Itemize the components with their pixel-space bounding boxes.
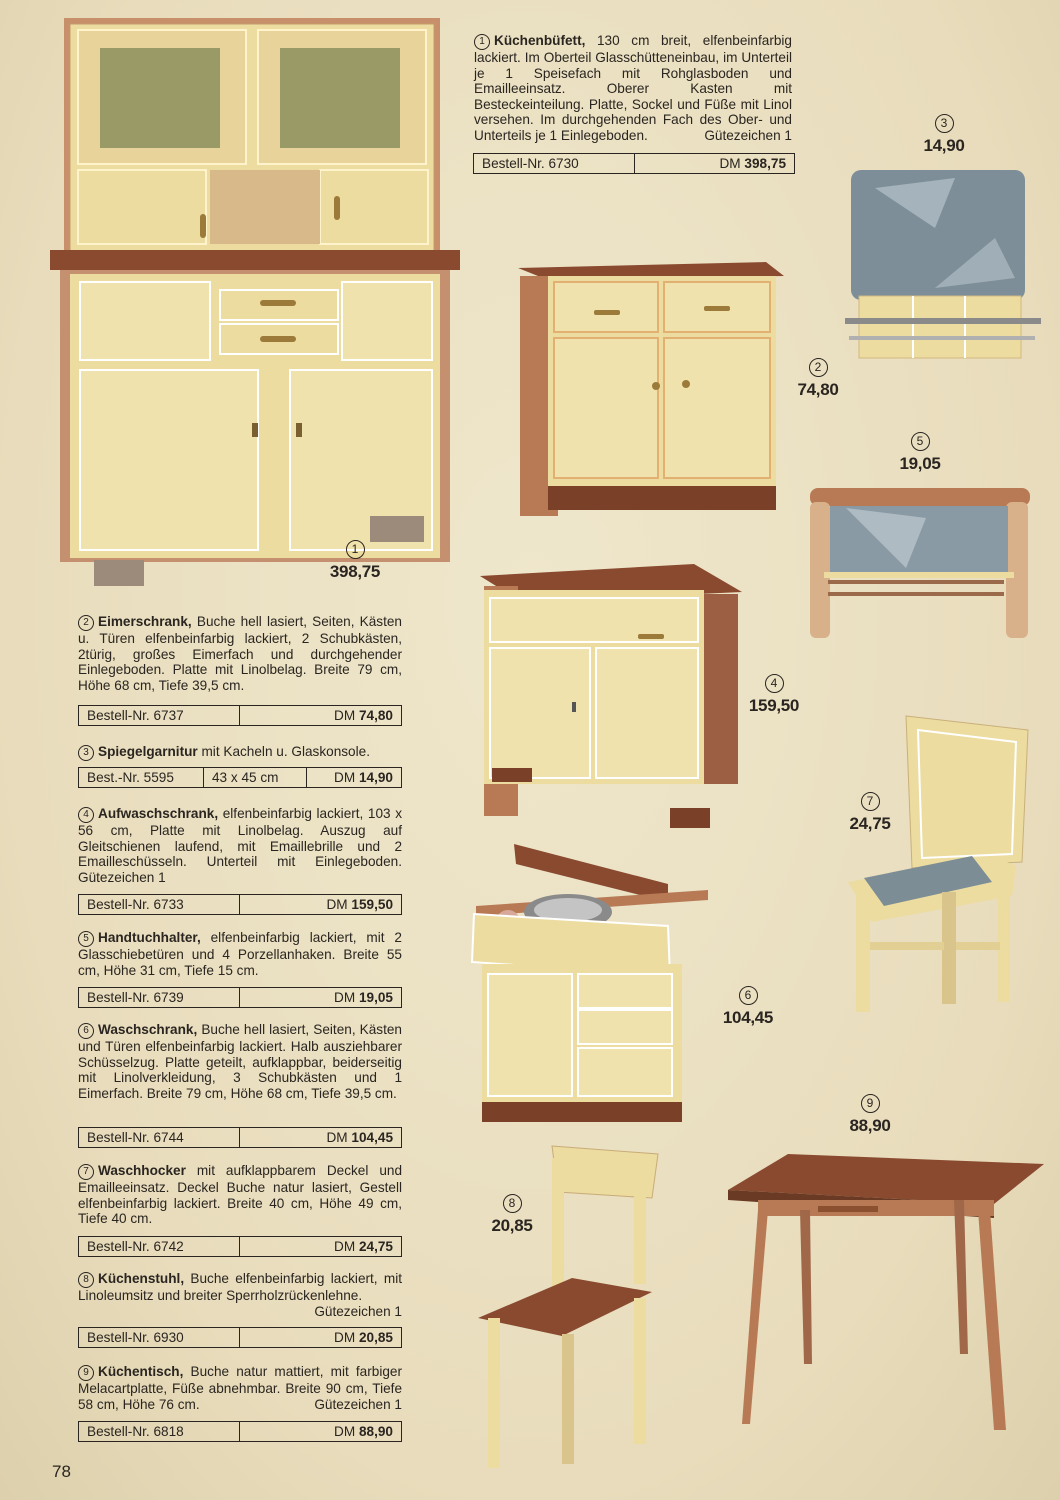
price-label-7 <box>830 792 910 834</box>
price-value: 74,80 <box>797 380 839 399</box>
item-number-circle: 5 <box>911 432 930 451</box>
item-desc: Buche elfenbeinfarbig lackiert, mit Linoleumsitz und breiter Sperrholzrückenlehne. <box>78 1271 403 1303</box>
item-number-circle: 8 <box>503 1194 522 1213</box>
order-price: DM 159,50 <box>326 897 393 912</box>
item-description-6 <box>78 1022 402 1101</box>
item-name: Küchenstuhl, <box>98 1271 185 1286</box>
waschhocker-illustration <box>842 716 1034 1016</box>
item-desc: mit Kacheln u. Glaskonsole. <box>201 744 370 759</box>
order-number: Bestell-Nr. 6742 <box>79 1237 240 1256</box>
kuechentisch-illustration <box>728 1154 1044 1450</box>
item-description-4 <box>78 806 402 885</box>
order-price: DM 14,90 <box>334 770 393 785</box>
item-desc: Buche hell lasiert, Seiten, Kästen u. Türen elfenbeinfarbig lackiert, 2 Schubkästen, 2türig, großes Eimerfach und durchgehender Einlegeboden. Platte mit Linolbelag. Breite 79 cm, Höhe 68 cm, Tiefe 39,5 cm. <box>78 614 402 693</box>
item-description-1 <box>474 33 792 144</box>
order-number: Best.-Nr. 5595 <box>79 768 204 787</box>
order-number: Bestell-Nr. 6733 <box>79 895 240 914</box>
price-label-2 <box>778 358 858 400</box>
item-name: Spiegelgarnitur <box>98 744 198 759</box>
kuechenbuefett-illustration <box>50 18 460 588</box>
price-value: 20,85 <box>491 1216 533 1235</box>
item-number-circle: 6 <box>78 1023 94 1039</box>
price-value: 88,90 <box>849 1116 891 1135</box>
order-row-5 <box>78 987 402 1008</box>
item-name: Waschschrank, <box>98 1022 198 1037</box>
item-name: Handtuchhalter, <box>98 930 201 945</box>
quality-mark: Gütezeichen 1 <box>704 127 792 143</box>
price-value: 159,50 <box>748 696 800 715</box>
price-label-4 <box>734 674 814 716</box>
item-name: Aufwaschschrank, <box>98 806 219 821</box>
price-label-8 <box>472 1194 552 1236</box>
order-row-8 <box>78 1327 402 1348</box>
price-value: 398,75 <box>329 562 381 581</box>
item-number-circle: 4 <box>78 807 94 823</box>
order-price: DM 74,80 <box>334 708 393 723</box>
handtuchhalter-illustration <box>806 488 1032 640</box>
kuechenstuhl-illustration <box>472 1138 672 1474</box>
item-number-circle: 6 <box>739 986 758 1005</box>
item-number-circle: 2 <box>809 358 828 377</box>
item-number-circle: 3 <box>78 745 94 761</box>
item-description-2 <box>78 614 402 693</box>
order-price: DM 88,90 <box>334 1424 393 1439</box>
item-description-9 <box>78 1364 402 1412</box>
order-price: DM 104,45 <box>326 1130 393 1145</box>
item-desc: elfenbeinfarbig lackiert, mit 2 Glasschiebetüren und 4 Porzellanhaken. Breite 55 cm, Höhe 31 cm, Tiefe 15 cm. <box>78 930 402 978</box>
order-row-2 <box>78 705 402 726</box>
item-description-7 <box>78 1163 402 1227</box>
price-label-3 <box>904 114 984 156</box>
item-desc: mit aufklappbarem Deckel und Emailleeinsatz. Deckel Buche natur lasiert, Gestell elfenbeinfarbig lackiert. Breite 40 cm, Höhe 49 cm, Tiefe 40 cm. <box>78 1163 403 1227</box>
quality-mark: Gütezeichen 1 <box>314 1303 402 1319</box>
price-value: 19,05 <box>899 454 941 473</box>
item-name: Küchenbüfett, <box>494 33 586 48</box>
aufwaschschrank-illustration <box>474 562 744 832</box>
item-name: Waschhocker <box>98 1163 186 1178</box>
price-value: 24,75 <box>849 814 891 833</box>
order-row-4 <box>78 894 402 915</box>
order-number: Bestell-Nr. 6737 <box>79 706 240 725</box>
item-number-circle: 8 <box>78 1272 94 1288</box>
order-number: Bestell-Nr. 6739 <box>79 988 240 1007</box>
item-desc: elfenbeinfarbig lackiert, 103 x 56 cm, Platte mit Linolbelag. Auszug auf Gleitschienen laufend, mit Emaillebrille und 2 Emailleschüsseln. Unterteil mit Einlegeboden. <box>78 806 402 870</box>
order-row-6 <box>78 1127 402 1148</box>
item-number-circle: 3 <box>935 114 954 133</box>
quality-mark: Gütezeichen 1 <box>314 1396 402 1412</box>
item-number-circle: 4 <box>765 674 784 693</box>
order-row-1 <box>473 153 795 174</box>
waschschrank-illustration <box>468 840 718 1126</box>
item-number-circle: 9 <box>861 1094 880 1113</box>
price-value: 14,90 <box>923 136 965 155</box>
page-number: 78 <box>52 1462 71 1481</box>
order-number: Bestell-Nr. 6744 <box>79 1128 240 1147</box>
order-size: 43 x 45 cm <box>204 768 307 787</box>
item-number-circle: 1 <box>346 540 365 559</box>
order-row-7 <box>78 1236 402 1257</box>
quality-mark: Gütezeichen 1 <box>78 869 166 885</box>
item-name: Eimerschrank, <box>98 614 192 629</box>
order-number: Bestell-Nr. 6818 <box>79 1422 240 1441</box>
price-label-6 <box>708 986 788 1028</box>
order-price: DM 24,75 <box>334 1239 393 1254</box>
order-row-9 <box>78 1421 402 1442</box>
price-label-5 <box>880 432 960 474</box>
order-price: DM 20,85 <box>334 1330 393 1345</box>
item-number-circle: 9 <box>78 1365 94 1381</box>
item-name: Küchentisch, <box>98 1364 184 1379</box>
price-label-1 <box>310 540 400 582</box>
spiegelgarnitur-illustration <box>845 168 1045 364</box>
item-description-8 <box>78 1271 402 1319</box>
item-number-circle: 1 <box>474 34 490 50</box>
order-row-3 <box>78 767 402 788</box>
item-number-circle: 7 <box>78 1164 94 1180</box>
item-number-circle: 5 <box>78 931 94 947</box>
item-desc: 130 cm breit, elfenbeinfarbig lackiert. Im Oberteil Glasschütteneinbau, im Unterteil je 1 Speisefach mit Rohglasboden und Emailleeinsatz. Oberer Kasten mit Besteckeinteilung. Platte, Sockel und Füße mit Linol versehen. Im durchgehenden Fach des Ober- und Unterteils je 1 Einlegeboden. <box>474 33 792 143</box>
order-number: Bestell-Nr. 6730 <box>474 154 635 173</box>
order-price: DM 398,75 <box>719 156 786 171</box>
item-number-circle: 7 <box>861 792 880 811</box>
item-desc: Buche hell lasiert, Seiten, Kästen und Türen elfenbeinfarbig lackiert. Halb ausziehbarer Schüsselzug. Platte geteilt, aufklappbar, beiderseitig mit Linolverkleidung, 3 Schubkästen und 1 Eimerfach. Breite 79 cm, Höhe 68 cm, Tiefe 39,5 cm. <box>78 1022 402 1101</box>
item-desc: Buche natur mattiert, mit farbiger Melacartplatte, Füße abnehmbar. Breite 90 cm, Tiefe 58 cm, Höhe 76 cm. <box>78 1364 403 1412</box>
price-value: 104,45 <box>722 1008 774 1027</box>
eimerschrank-illustration <box>508 250 784 518</box>
order-number: Bestell-Nr. 6930 <box>79 1328 240 1347</box>
item-description-3 <box>78 744 402 761</box>
price-label-9 <box>830 1094 910 1136</box>
item-number-circle: 2 <box>78 615 94 631</box>
order-price: DM 19,05 <box>334 990 393 1005</box>
item-description-5 <box>78 930 402 978</box>
